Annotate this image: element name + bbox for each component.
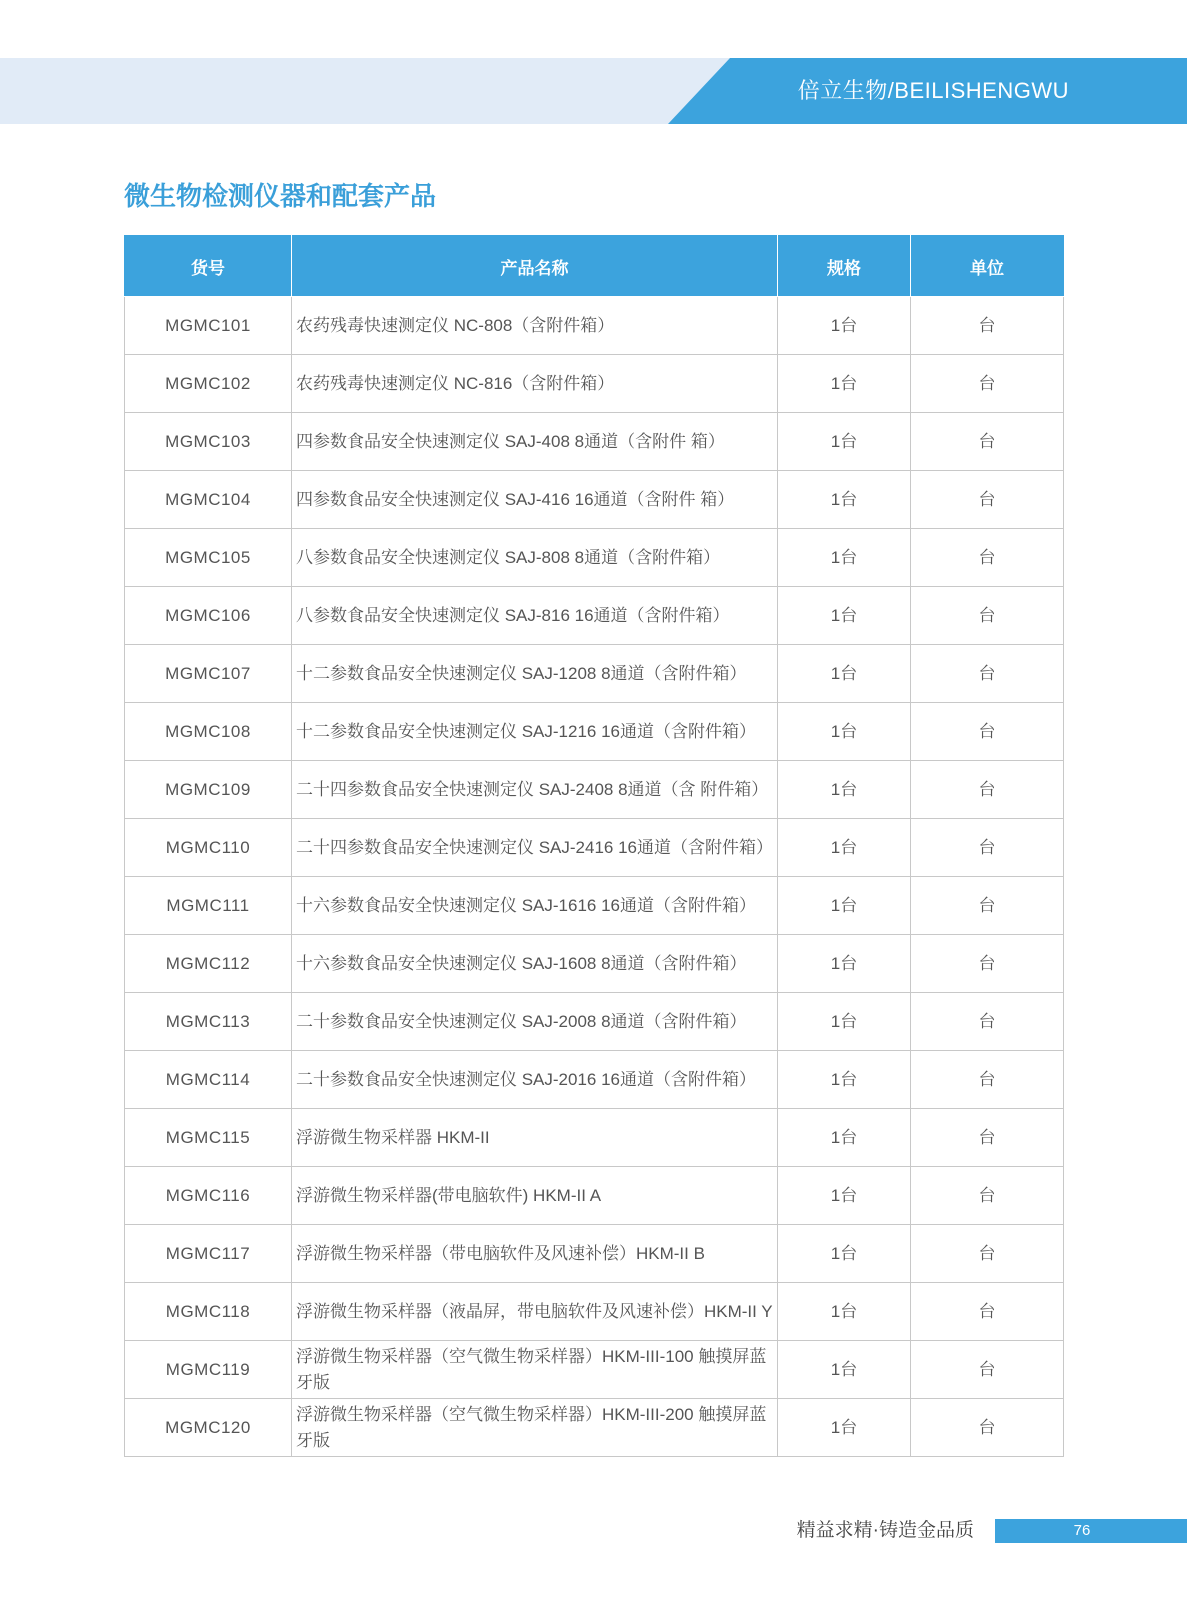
cell-product-name: 浮游微生物采样器（空气微生物采样器）HKM-III-100 触摸屏蓝牙版 <box>292 1341 778 1399</box>
cell-product-name: 二十参数食品安全快速测定仪 SAJ-2016 16通道（含附件箱） <box>292 1051 778 1109</box>
cell-unit: 台 <box>911 1399 1064 1457</box>
table-row <box>125 761 1064 819</box>
brand-name: 倍立生物/BEILISHENGWU <box>797 78 1069 103</box>
cell-unit: 台 <box>911 355 1064 413</box>
table-row <box>125 297 1064 355</box>
cell-product-name: 农药残毒快速测定仪 NC-808（含附件箱） <box>292 297 778 355</box>
column-header-name: 产品名称 <box>292 236 778 297</box>
table-row <box>125 529 1064 587</box>
table-row <box>125 1399 1064 1457</box>
table-row <box>125 645 1064 703</box>
table-row <box>125 1341 1064 1399</box>
cell-code: MGMC111 <box>125 877 292 935</box>
cell-spec: 1台 <box>778 355 911 413</box>
cell-spec: 1台 <box>778 1399 911 1457</box>
cell-spec: 1台 <box>778 935 911 993</box>
cell-spec: 1台 <box>778 297 911 355</box>
cell-spec: 1台 <box>778 1283 911 1341</box>
table-header-row <box>125 236 1064 297</box>
cell-unit: 台 <box>911 1051 1064 1109</box>
cell-code: MGMC119 <box>125 1341 292 1399</box>
table-row <box>125 935 1064 993</box>
cell-unit: 台 <box>911 993 1064 1051</box>
cell-product-name: 浮游微生物采样器（空气微生物采样器）HKM-III-200 触摸屏蓝牙版 <box>292 1399 778 1457</box>
cell-code: MGMC106 <box>125 587 292 645</box>
table-row <box>125 1225 1064 1283</box>
cell-code: MGMC118 <box>125 1283 292 1341</box>
cell-spec: 1台 <box>778 529 911 587</box>
cell-unit: 台 <box>911 529 1064 587</box>
page-number: 76 <box>1073 1522 1091 1539</box>
table-row <box>125 1109 1064 1167</box>
cell-code: MGMC110 <box>125 819 292 877</box>
cell-code: MGMC105 <box>125 529 292 587</box>
cell-spec: 1台 <box>778 645 911 703</box>
cell-code: MGMC109 <box>125 761 292 819</box>
cell-product-name: 二十四参数食品安全快速测定仪 SAJ-2416 16通道（含附件箱） <box>292 819 778 877</box>
cell-product-name: 八参数食品安全快速测定仪 SAJ-816 16通道（含附件箱） <box>292 587 778 645</box>
cell-unit: 台 <box>911 1341 1064 1399</box>
table-row <box>125 471 1064 529</box>
cell-spec: 1台 <box>778 587 911 645</box>
cell-product-name: 二十四参数食品安全快速测定仪 SAJ-2408 8通道（含 附件箱） <box>292 761 778 819</box>
cell-product-name: 浮游微生物采样器（液晶屏，带电脑软件及风速补偿）HKM-II Y <box>292 1283 778 1341</box>
cell-unit: 台 <box>911 877 1064 935</box>
cell-unit: 台 <box>911 1109 1064 1167</box>
table-row <box>125 1283 1064 1341</box>
cell-spec: 1台 <box>778 703 911 761</box>
cell-unit: 台 <box>911 1225 1064 1283</box>
cell-product-name: 二十参数食品安全快速测定仪 SAJ-2008 8通道（含附件箱） <box>292 993 778 1051</box>
cell-code: MGMC117 <box>125 1225 292 1283</box>
cell-code: MGMC114 <box>125 1051 292 1109</box>
cell-product-name: 四参数食品安全快速测定仪 SAJ-408 8通道（含附件 箱） <box>292 413 778 471</box>
cell-code: MGMC115 <box>125 1109 292 1167</box>
cell-code: MGMC101 <box>125 297 292 355</box>
column-header-code: 货号 <box>125 236 292 297</box>
cell-unit: 台 <box>911 819 1064 877</box>
cell-code: MGMC103 <box>125 413 292 471</box>
cell-spec: 1台 <box>778 761 911 819</box>
cell-unit: 台 <box>911 1167 1064 1225</box>
table-row <box>125 877 1064 935</box>
cell-spec: 1台 <box>778 471 911 529</box>
cell-product-name: 浮游微生物采样器(带电脑软件) HKM-II A <box>292 1167 778 1225</box>
product-table <box>124 235 1064 1457</box>
cell-spec: 1台 <box>778 993 911 1051</box>
cell-spec: 1台 <box>778 819 911 877</box>
cell-unit: 台 <box>911 297 1064 355</box>
cell-unit: 台 <box>911 1283 1064 1341</box>
cell-code: MGMC113 <box>125 993 292 1051</box>
table-row <box>125 819 1064 877</box>
cell-code: MGMC108 <box>125 703 292 761</box>
cell-product-name: 浮游微生物采样器（带电脑软件及风速补偿）HKM-II B <box>292 1225 778 1283</box>
cell-spec: 1台 <box>778 1225 911 1283</box>
cell-code: MGMC120 <box>125 1399 292 1457</box>
cell-spec: 1台 <box>778 413 911 471</box>
cell-product-name: 农药残毒快速测定仪 NC-816（含附件箱） <box>292 355 778 413</box>
cell-product-name: 十二参数食品安全快速测定仪 SAJ-1208 8通道（含附件箱） <box>292 645 778 703</box>
table-row <box>125 355 1064 413</box>
cell-unit: 台 <box>911 413 1064 471</box>
cell-product-name: 十六参数食品安全快速测定仪 SAJ-1608 8通道（含附件箱） <box>292 935 778 993</box>
cell-spec: 1台 <box>778 1341 911 1399</box>
table-row <box>125 993 1064 1051</box>
cell-spec: 1台 <box>778 1167 911 1225</box>
cell-product-name: 八参数食品安全快速测定仪 SAJ-808 8通道（含附件箱） <box>292 529 778 587</box>
column-header-unit: 单位 <box>911 236 1064 297</box>
cell-code: MGMC104 <box>125 471 292 529</box>
column-header-spec: 规格 <box>778 236 911 297</box>
cell-product-name: 四参数食品安全快速测定仪 SAJ-416 16通道（含附件 箱） <box>292 471 778 529</box>
cell-unit: 台 <box>911 761 1064 819</box>
table-row <box>125 1167 1064 1225</box>
cell-spec: 1台 <box>778 877 911 935</box>
table-row <box>125 413 1064 471</box>
table-row <box>125 587 1064 645</box>
table-row <box>125 703 1064 761</box>
cell-unit: 台 <box>911 645 1064 703</box>
cell-product-name: 十六参数食品安全快速测定仪 SAJ-1616 16通道（含附件箱） <box>292 877 778 935</box>
table-row <box>125 1051 1064 1109</box>
table-body <box>125 297 1064 1457</box>
cell-code: MGMC102 <box>125 355 292 413</box>
section-title: 微生物检测仪器和配套产品 <box>124 181 437 211</box>
cell-code: MGMC116 <box>125 1167 292 1225</box>
footer-slogan: 精益求精·铸造金品质 <box>796 1520 974 1541</box>
cell-unit: 台 <box>911 703 1064 761</box>
cell-product-name: 浮游微生物采样器 HKM-II <box>292 1109 778 1167</box>
cell-code: MGMC112 <box>125 935 292 993</box>
cell-unit: 台 <box>911 935 1064 993</box>
cell-unit: 台 <box>911 587 1064 645</box>
cell-unit: 台 <box>911 471 1064 529</box>
cell-spec: 1台 <box>778 1109 911 1167</box>
cell-code: MGMC107 <box>125 645 292 703</box>
cell-product-name: 十二参数食品安全快速测定仪 SAJ-1216 16通道（含附件箱） <box>292 703 778 761</box>
cell-spec: 1台 <box>778 1051 911 1109</box>
